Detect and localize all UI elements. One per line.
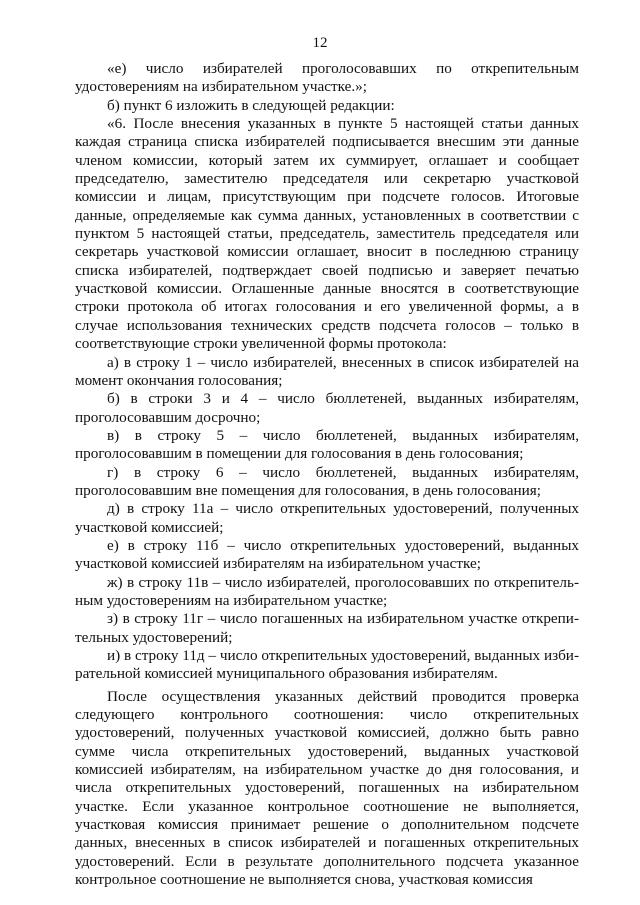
paragraph-clause-6: «6. После внесения указанных в пункте 5 настоящей статьи данных каждая страница списка избирателей подписывается внесшим эти данные членом комиссии, который затем их суммирует, оглашает и сообщает председателю, заместителю председателя или секретарю участковой комиссии и лицам, присутствующим при подсчете голосов. Итоговые данные, определяемые как сумма данных, установленных в соответствии с пунктом 5 настоящей статьи, председатель, заместитель председателя или секретарь участковой комиссии оглашает, вносит в последнюю страницу списка избирателей, подтверждает своей подписью и заверяет печатью участковой комиссии. Оглашенные данные вносятся в соответствующие строки протокола об итогах голосования и его увеличенной формы, а в случае использования технических средств подсчета голосов – только в соответствующие строки увеличенной формы протокола: — [75, 115, 579, 353]
list-item-g: г) в строку 6 – число бюллетеней, выданных избирателям, проголосовавшим вне помещения для голосования, в день голосования; — [75, 463, 579, 499]
paragraph-item-e-continuation: «е) число избирателей проголосовавших по открепительным удостоверениям на избирательном участке.»; — [75, 60, 579, 96]
page-number: 12 — [312, 35, 328, 51]
list-item-i: и) в строку 11д – число открепительных удостоверений, выданных избирательной комиссией муниципального образования избирателям. — [75, 647, 579, 683]
document-body — [75, 60, 579, 889]
list-item-zh: ж) в строку 11в – число избирателей, проголосовавших по открепительным удостоверениям на избирательном участке; — [75, 573, 579, 609]
list-item-d: д) в строку 11а – число открепительных удостоверений, полученных участковой комиссией; — [75, 500, 579, 536]
list-item-b: б) в строки 3 и 4 – число бюллетеней, выданных избирателям, проголосовавшим досрочно; — [75, 390, 579, 426]
paragraph-control-check: После осуществления указанных действий проводится проверка следующего контрольного соотношения: число открепительных удостоверений, полученных участковой комиссией, должно быть равно сумме числа открепительных удостоверений, выданных участковой комиссией избирателям, на избирательном участке до дня голосования, и числа открепительных удостоверений, погашенных на избирательном участке. Если указанное контрольное соотношение не выполняется, участковая комиссия принимает решение о дополнительном подсчете данных, внесенных в список избирателей и погашенных открепительных удостоверений. Если в результате дополнительного подсчета указанное контрольное соотношение не выполняется снова, участковая комиссия — [75, 687, 579, 889]
list-item-e: е) в строку 11б – число открепительных удостоверений, выданных участковой комиссией избирателям на избирательном участке; — [75, 536, 579, 573]
list-item-v: в) в строку 5 – число бюллетеней, выданных избирателям, проголосовавшим в помещении для голосования в день голосования; — [75, 426, 579, 463]
list-item-z: з) в строку 11г – число погашенных на избирательном участке открепительных удостоверений; — [75, 610, 579, 646]
paragraph-point-b: б) пункт 6 изложить в следующей редакции: — [107, 96, 395, 114]
list-item-a: а) в строку 1 – число избирателей, внесенных в список избирателей на момент окончания голосования; — [75, 353, 579, 389]
